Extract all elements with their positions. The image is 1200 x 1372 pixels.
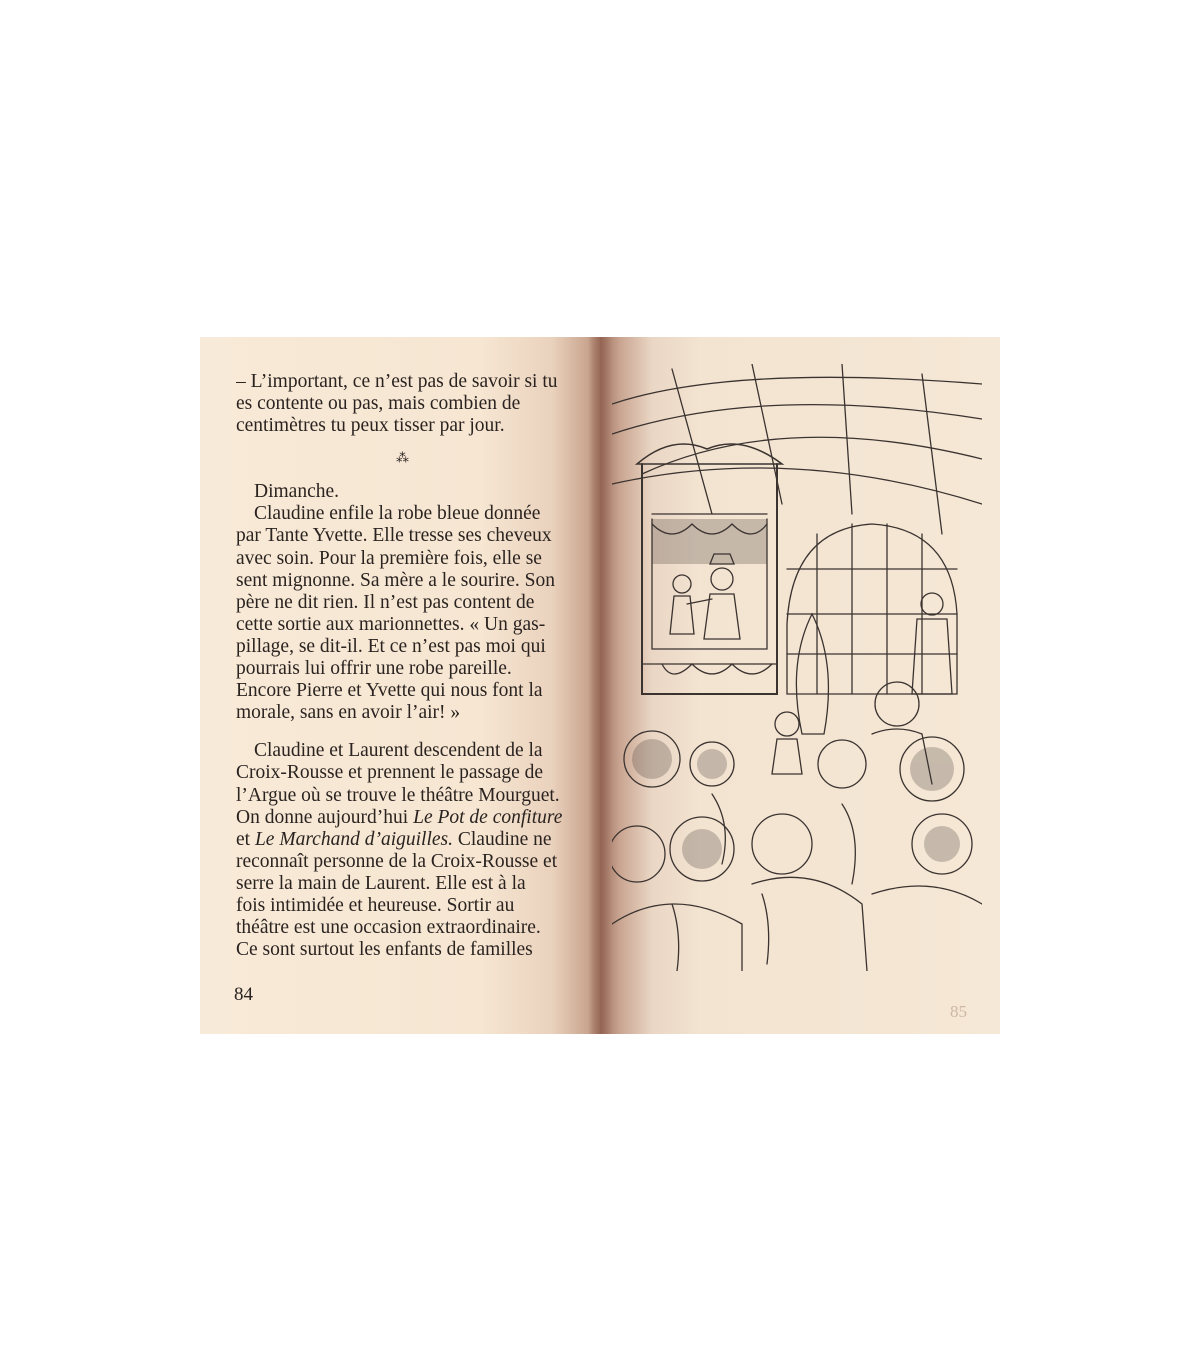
text-line: Dimanche. xyxy=(254,481,340,503)
text-line: père ne dit rien. Il n’est pas content de xyxy=(236,591,535,613)
text-line: fois intimidée et heureuse. Sortir au xyxy=(236,894,515,916)
text-line: Claudine enfile la robe bleue donnée xyxy=(254,503,541,525)
text-line: morale, sans en avoir l’air! » xyxy=(236,702,461,724)
text-line xyxy=(236,829,596,851)
text-line: – L’important, ce n’est pas de savoir si tu xyxy=(236,371,558,392)
text-line: théâtre est une occasion extraordinaire. xyxy=(236,917,541,939)
text-line: par Tante Yvette. Elle tresse ses cheveux xyxy=(236,525,552,547)
left-page-text xyxy=(236,371,596,961)
play-title: Le Marchand d’aiguilles. xyxy=(254,828,453,850)
text-span: Claudine ne xyxy=(453,828,552,850)
play-title: Le Pot de confiture xyxy=(413,806,563,828)
text-line: centimètres tu peux tisser par jour. xyxy=(236,415,505,437)
text-span: On donne aujourd’hui xyxy=(236,806,414,828)
text-line: pillage, se dit-il. Et ce n’est pas moi qui xyxy=(236,635,546,657)
page-number-left: 84 xyxy=(234,984,253,1005)
text-line: Ce sont surtout les enfants de familles xyxy=(236,939,533,961)
open-book xyxy=(200,337,1000,1034)
text-line: Croix-Rousse et prennent le passage de xyxy=(236,762,544,784)
text-line: serre la main de Laurent. Elle est à la xyxy=(236,872,526,894)
puppet-theatre-illustration xyxy=(612,364,982,971)
section-separator: ⁂ xyxy=(396,451,409,466)
text-line: Encore Pierre et Yvette qui nous font la xyxy=(236,680,543,702)
book-gutter xyxy=(588,337,612,1034)
text-line: cette sortie aux marionnettes. « Un gas- xyxy=(236,613,546,635)
text-line: l’Argue où se trouve le théâtre Mourguet. xyxy=(236,784,560,806)
left-page xyxy=(200,337,600,1034)
text-line: es contente ou pas, mais combien de xyxy=(236,393,521,415)
page-number-right: 85 xyxy=(950,1002,967,1021)
text-line: avec soin. Pour la première fois, elle se xyxy=(236,547,542,569)
text-line: reconnaît personne de la Croix-Rousse et xyxy=(236,850,558,872)
text-line: sent mignonne. Sa mère a le sourire. Son xyxy=(236,569,555,591)
text-line xyxy=(236,807,596,829)
text-line: pourrais lui offrir une robe pareille. xyxy=(236,658,512,680)
text-line: Claudine et Laurent descendent de la xyxy=(254,740,543,762)
text-span: et xyxy=(236,828,255,850)
